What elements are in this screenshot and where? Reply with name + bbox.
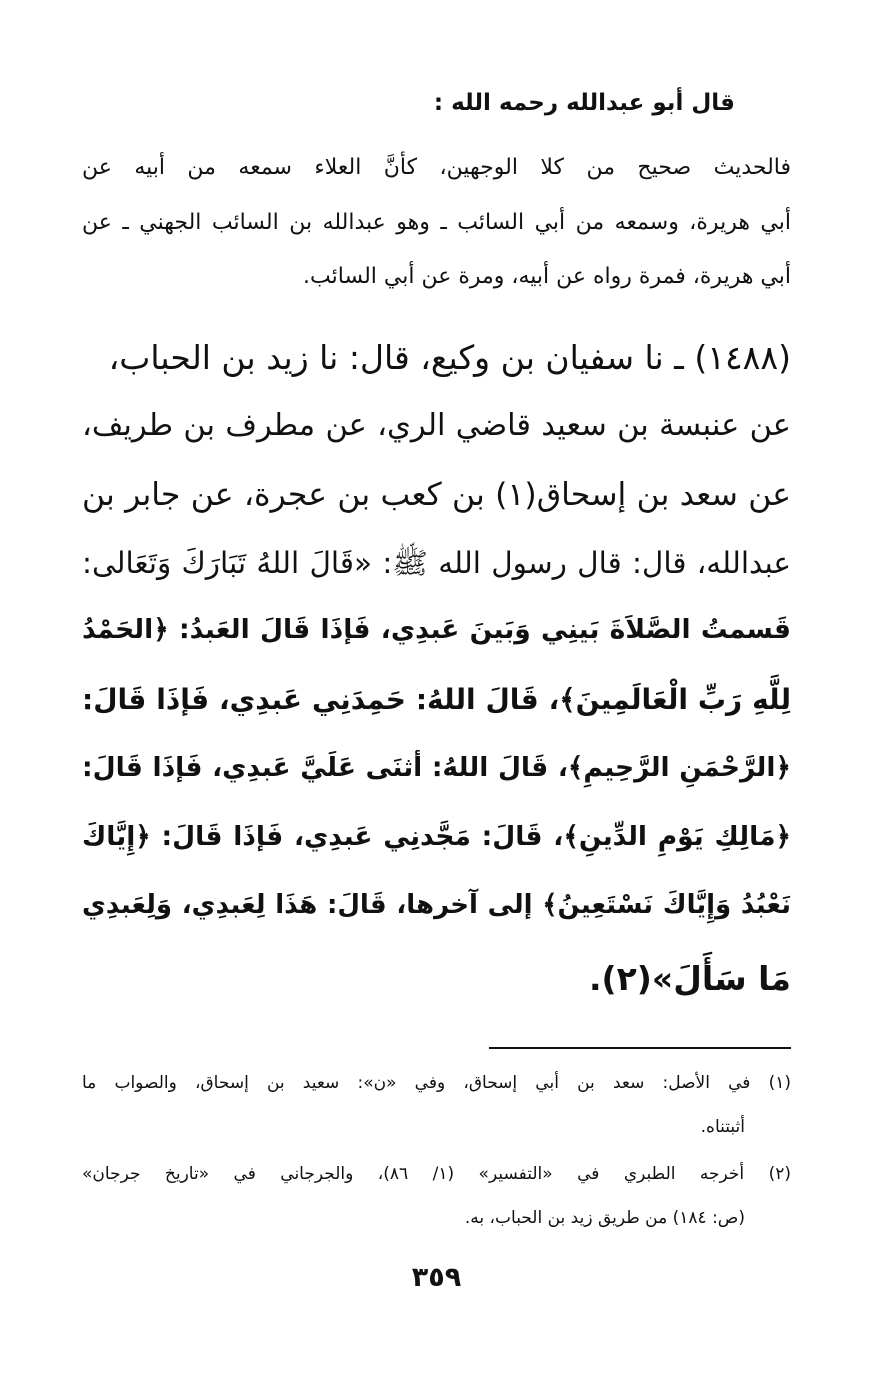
footnote-2-line-1: (٢) أخرجه الطبري في «التفسير» (١/ ٨٦)، والجرجاني في «تاريخ جرجان»: [82, 1164, 792, 1184]
intro-line-1: فالحديث صحيح من كلا الوجهين، كأنَّ العلاء سمعه من أبيه عن: [82, 155, 791, 180]
page-number: ٣٥٩: [411, 1262, 462, 1293]
footnote-2-line-2: (ص: ١٨٤) من طريق زيد بن الحباب، به.: [464, 1208, 745, 1228]
hadith-line-1: (١٤٨٨) ـ نا سفيان بن وكيع، قال: نا زيد بن الحباب،: [108, 338, 791, 377]
hadith-line-7: ﴿الرَّحْمَنِ الرَّحِيمِ﴾، قَالَ اللهُ: أثنَى عَلَيَّ عَبدِي، فَإذَا قَالَ:: [82, 752, 791, 783]
intro-line-2: أبي هريرة، وسمعه من أبي السائب ـ وهو عبدالله بن السائب الجهني ـ عن: [82, 210, 791, 235]
intro-line-3: أبي هريرة، فمرة رواه عن أبيه، ومرة عن أبي السائب.: [303, 264, 791, 289]
footnote-separator: [489, 1047, 791, 1049]
section-heading: قال أبو عبدالله رحمه الله :: [433, 90, 735, 116]
hadith-line-5: قَسمتُ الصَّلاَةَ بَينِي وَبَينَ عَبدِي، فَإذَا قَالَ العَبدُ: ﴿الحَمْدُ: [82, 614, 791, 645]
footnote-1-line-2: أثبتناه.: [700, 1117, 745, 1137]
hadith-line-4: عبدالله، قال: قال رسول الله ﷺ: «قَالَ اللهُ تَبَارَكَ وَتَعَالى:: [82, 546, 791, 580]
hadith-line-10: مَا سَأَلَ»(٢).: [589, 959, 791, 998]
footnote-1-line-1: (١) في الأصل: سعد بن أبي إسحاق، وفي «ن»: سعيد بن إسحاق، والصواب ما: [82, 1073, 791, 1093]
hadith-line-2: عن عنبسة بن سعيد قاضي الري، عن مطرف بن طريف،: [82, 408, 791, 443]
hadith-line-9: نَعْبُدُ وَإِيَّاكَ نَسْتَعِينُ﴾ إلى آخرها، قَالَ: هَذَا لِعَبدِي، وَلِعَبدِي: [82, 890, 791, 920]
hadith-line-8: ﴿مَالِكِ يَوْمِ الدِّينِ﴾، قَالَ: مَجَّدنِي عَبدِي، فَإذَا قَالَ: ﴿إِيَّاكَ: [82, 821, 791, 852]
hadith-line-3: عن سعد بن إسحاق(١) بن كعب بن عجرة، عن جابر بن: [82, 477, 791, 513]
hadith-line-6: لِلَّهِ رَبِّ الْعَالَمِينَ﴾، قَالَ اللهُ: حَمِدَنِي عَبدِي، فَإذَا قَالَ:: [82, 683, 791, 716]
